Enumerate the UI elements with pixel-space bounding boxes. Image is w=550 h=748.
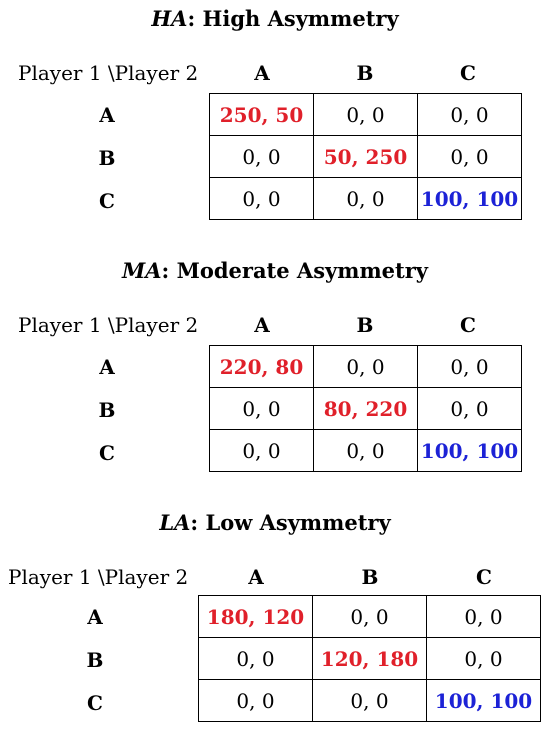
- payoff-cell: 0, 0: [427, 596, 541, 638]
- payoff-grid: [209, 93, 522, 220]
- matrix-title-text: : High Asymmetry: [187, 6, 399, 31]
- payoff-cell: 100, 100: [427, 680, 541, 722]
- payoff-cell: 100, 100: [418, 430, 522, 472]
- table-row: [210, 346, 522, 388]
- table-row: [210, 430, 522, 472]
- payoff-grid: [198, 595, 541, 722]
- matrix-title-abbr: HA: [151, 6, 188, 31]
- matrix-title-text: : Low Asymmetry: [190, 510, 391, 535]
- matrix-title-abbr: MA: [121, 258, 162, 283]
- table-row: [210, 388, 522, 430]
- column-header-b: B: [356, 313, 374, 337]
- payoff-cell: 220, 80: [210, 346, 314, 388]
- row-header-c: C: [99, 189, 115, 213]
- table-row: [210, 94, 522, 136]
- corner-label: Player 1 \Player 2: [8, 565, 189, 589]
- matrix-title: [0, 4, 550, 34]
- matrix-title: [0, 508, 550, 538]
- payoff-grid: [209, 345, 522, 472]
- payoff-cell: 100, 100: [418, 178, 522, 220]
- payoff-cell: 0, 0: [314, 346, 418, 388]
- column-header-b: B: [361, 565, 379, 589]
- payoff-cell: 0, 0: [313, 680, 427, 722]
- row-header-a: A: [87, 605, 103, 629]
- table-row: [210, 178, 522, 220]
- table-row: [199, 638, 541, 680]
- payoff-cell: 0, 0: [314, 430, 418, 472]
- payoff-cell: 0, 0: [199, 680, 313, 722]
- payoff-cell: 0, 0: [210, 430, 314, 472]
- payoff-cell: 0, 0: [418, 388, 522, 430]
- column-header-a: A: [254, 313, 270, 337]
- column-header-c: C: [460, 313, 476, 337]
- payoff-cell: 0, 0: [210, 178, 314, 220]
- matrix-title-abbr: LA: [159, 510, 191, 535]
- payoff-cell: 0, 0: [313, 596, 427, 638]
- column-header-b: B: [356, 61, 374, 85]
- payoff-cell: 0, 0: [210, 388, 314, 430]
- row-header-c: C: [99, 441, 115, 465]
- payoff-cell: 0, 0: [418, 94, 522, 136]
- payoff-matrix-moderate-asymmetry: [0, 256, 550, 496]
- payoff-cell: 50, 250: [314, 136, 418, 178]
- column-header-c: C: [460, 61, 476, 85]
- payoff-cell: 120, 180: [313, 638, 427, 680]
- payoff-cell: 80, 220: [314, 388, 418, 430]
- row-header-a: A: [99, 103, 115, 127]
- row-header-b: B: [86, 648, 104, 672]
- row-header-b: B: [98, 146, 116, 170]
- row-header-c: C: [87, 691, 103, 715]
- table-row: [199, 596, 541, 638]
- column-header-a: A: [248, 565, 264, 589]
- row-header-a: A: [99, 355, 115, 379]
- payoff-cell: 0, 0: [427, 638, 541, 680]
- payoff-cell: 0, 0: [199, 638, 313, 680]
- column-header-c: C: [476, 565, 492, 589]
- table-row: [210, 136, 522, 178]
- payoff-cell: 0, 0: [418, 136, 522, 178]
- corner-label: Player 1 \Player 2: [18, 61, 199, 85]
- table-row: [199, 680, 541, 722]
- matrix-title: [0, 256, 550, 286]
- payoff-cell: 0, 0: [314, 178, 418, 220]
- payoff-cell: 250, 50: [210, 94, 314, 136]
- payoff-cell: 180, 120: [199, 596, 313, 638]
- payoff-matrix-high-asymmetry: [0, 4, 550, 244]
- payoff-cell: 0, 0: [314, 94, 418, 136]
- corner-label: Player 1 \Player 2: [18, 313, 199, 337]
- matrix-title-text: : Moderate Asymmetry: [161, 258, 429, 283]
- payoff-matrix-low-asymmetry: [0, 508, 550, 748]
- payoff-cell: 0, 0: [210, 136, 314, 178]
- column-header-a: A: [254, 61, 270, 85]
- row-header-b: B: [98, 398, 116, 422]
- payoff-cell: 0, 0: [418, 346, 522, 388]
